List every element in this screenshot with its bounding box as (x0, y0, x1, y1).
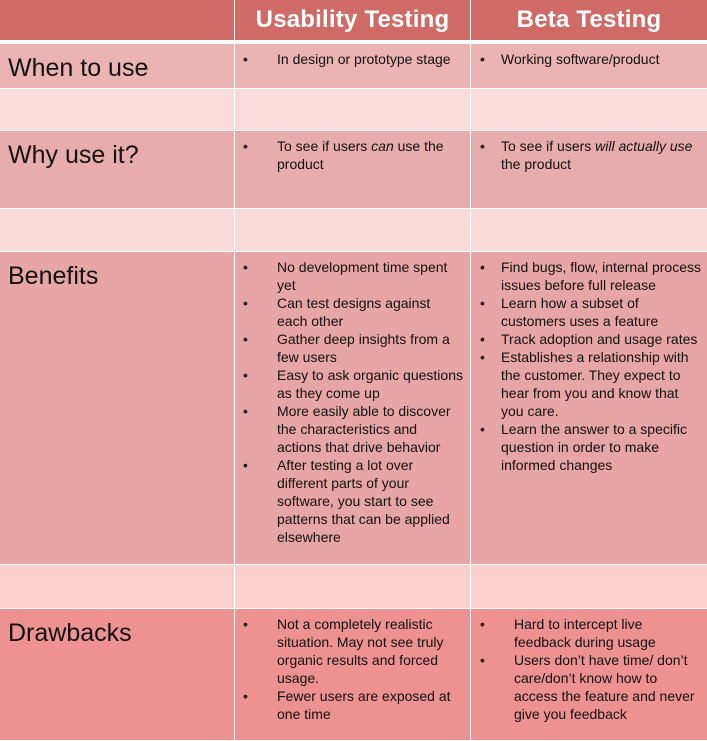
spacer-cell (471, 89, 707, 131)
benefits-beta-cell (471, 252, 707, 565)
header-col2: Usability Testing (255, 6, 450, 33)
why-usability-cell (235, 131, 471, 209)
list-item: • Fewer users are exposed at one time (235, 687, 464, 723)
header-usability-testing (235, 0, 471, 41)
text-part: the product (501, 156, 572, 172)
drawbacks-usability-cell (235, 609, 471, 741)
list-item: • Gather deep insights from a few users (235, 330, 464, 366)
header-empty-cell (0, 0, 235, 41)
list-item: • Track adoption and usage rates (471, 330, 701, 348)
list-item: • Can test designs against each other (235, 294, 464, 330)
row-label-drawbacks: Drawbacks (0, 609, 235, 741)
emphasis-text: will actually use (595, 138, 693, 154)
list-item: • Users don’t have time/ don’t care/don’t know how to access the feature and never give you feedback (471, 651, 701, 723)
spacer-cell (0, 565, 235, 609)
when-usability-cell (235, 41, 471, 89)
text-part: To see if users (501, 138, 596, 154)
list-item: • Establishes a relationship with the customer. They expect to hear from you and know that you care. (471, 348, 701, 420)
list-item: • In design or prototype stage (235, 50, 464, 68)
list-item: • Learn the answer to a specific question in order to make informed changes (471, 420, 701, 474)
spacer-cell (235, 565, 471, 609)
emphasis-text: can (371, 138, 394, 154)
list-item: • No development time spent yet (235, 258, 464, 294)
header-col3: Beta Testing (516, 6, 662, 33)
text-part: To see if users (277, 138, 372, 154)
spacer-cell (235, 209, 471, 252)
list-item (471, 137, 701, 173)
header-beta-testing (471, 0, 707, 41)
list-item: • Not a completely realistic situation. May not see truly organic results and forced usage. (235, 615, 464, 687)
list-item: • Find bugs, flow, internal process issues before full release (471, 258, 701, 294)
list-item: • Learn how a subset of customers uses a feature (471, 294, 701, 330)
spacer-cell (471, 209, 707, 252)
list-item: • Easy to ask organic questions as they come up (235, 366, 464, 402)
when-beta-cell (471, 41, 707, 89)
spacer-cell (0, 209, 235, 252)
list-item: • Working software/product (471, 50, 701, 68)
row-label-benefits: Benefits (0, 252, 235, 565)
spacer-cell (0, 89, 235, 131)
list-item: • Hard to intercept live feedback during usage (471, 615, 701, 651)
list-item (235, 137, 464, 173)
row-label-when: When to use (0, 41, 235, 89)
spacer-cell (471, 565, 707, 609)
benefits-usability-cell (235, 252, 471, 565)
row-label-why: Why use it? (0, 131, 235, 209)
list-item: • More easily able to discover the characteristics and actions that drive behavior (235, 402, 464, 456)
text-part: use the product (277, 138, 444, 172)
why-beta-cell (471, 131, 707, 209)
drawbacks-beta-cell (471, 609, 707, 741)
spacer-cell (235, 89, 471, 131)
list-item: • After testing a lot over different parts of your software, you start to see patterns that can be applied elsewhere (235, 456, 464, 546)
